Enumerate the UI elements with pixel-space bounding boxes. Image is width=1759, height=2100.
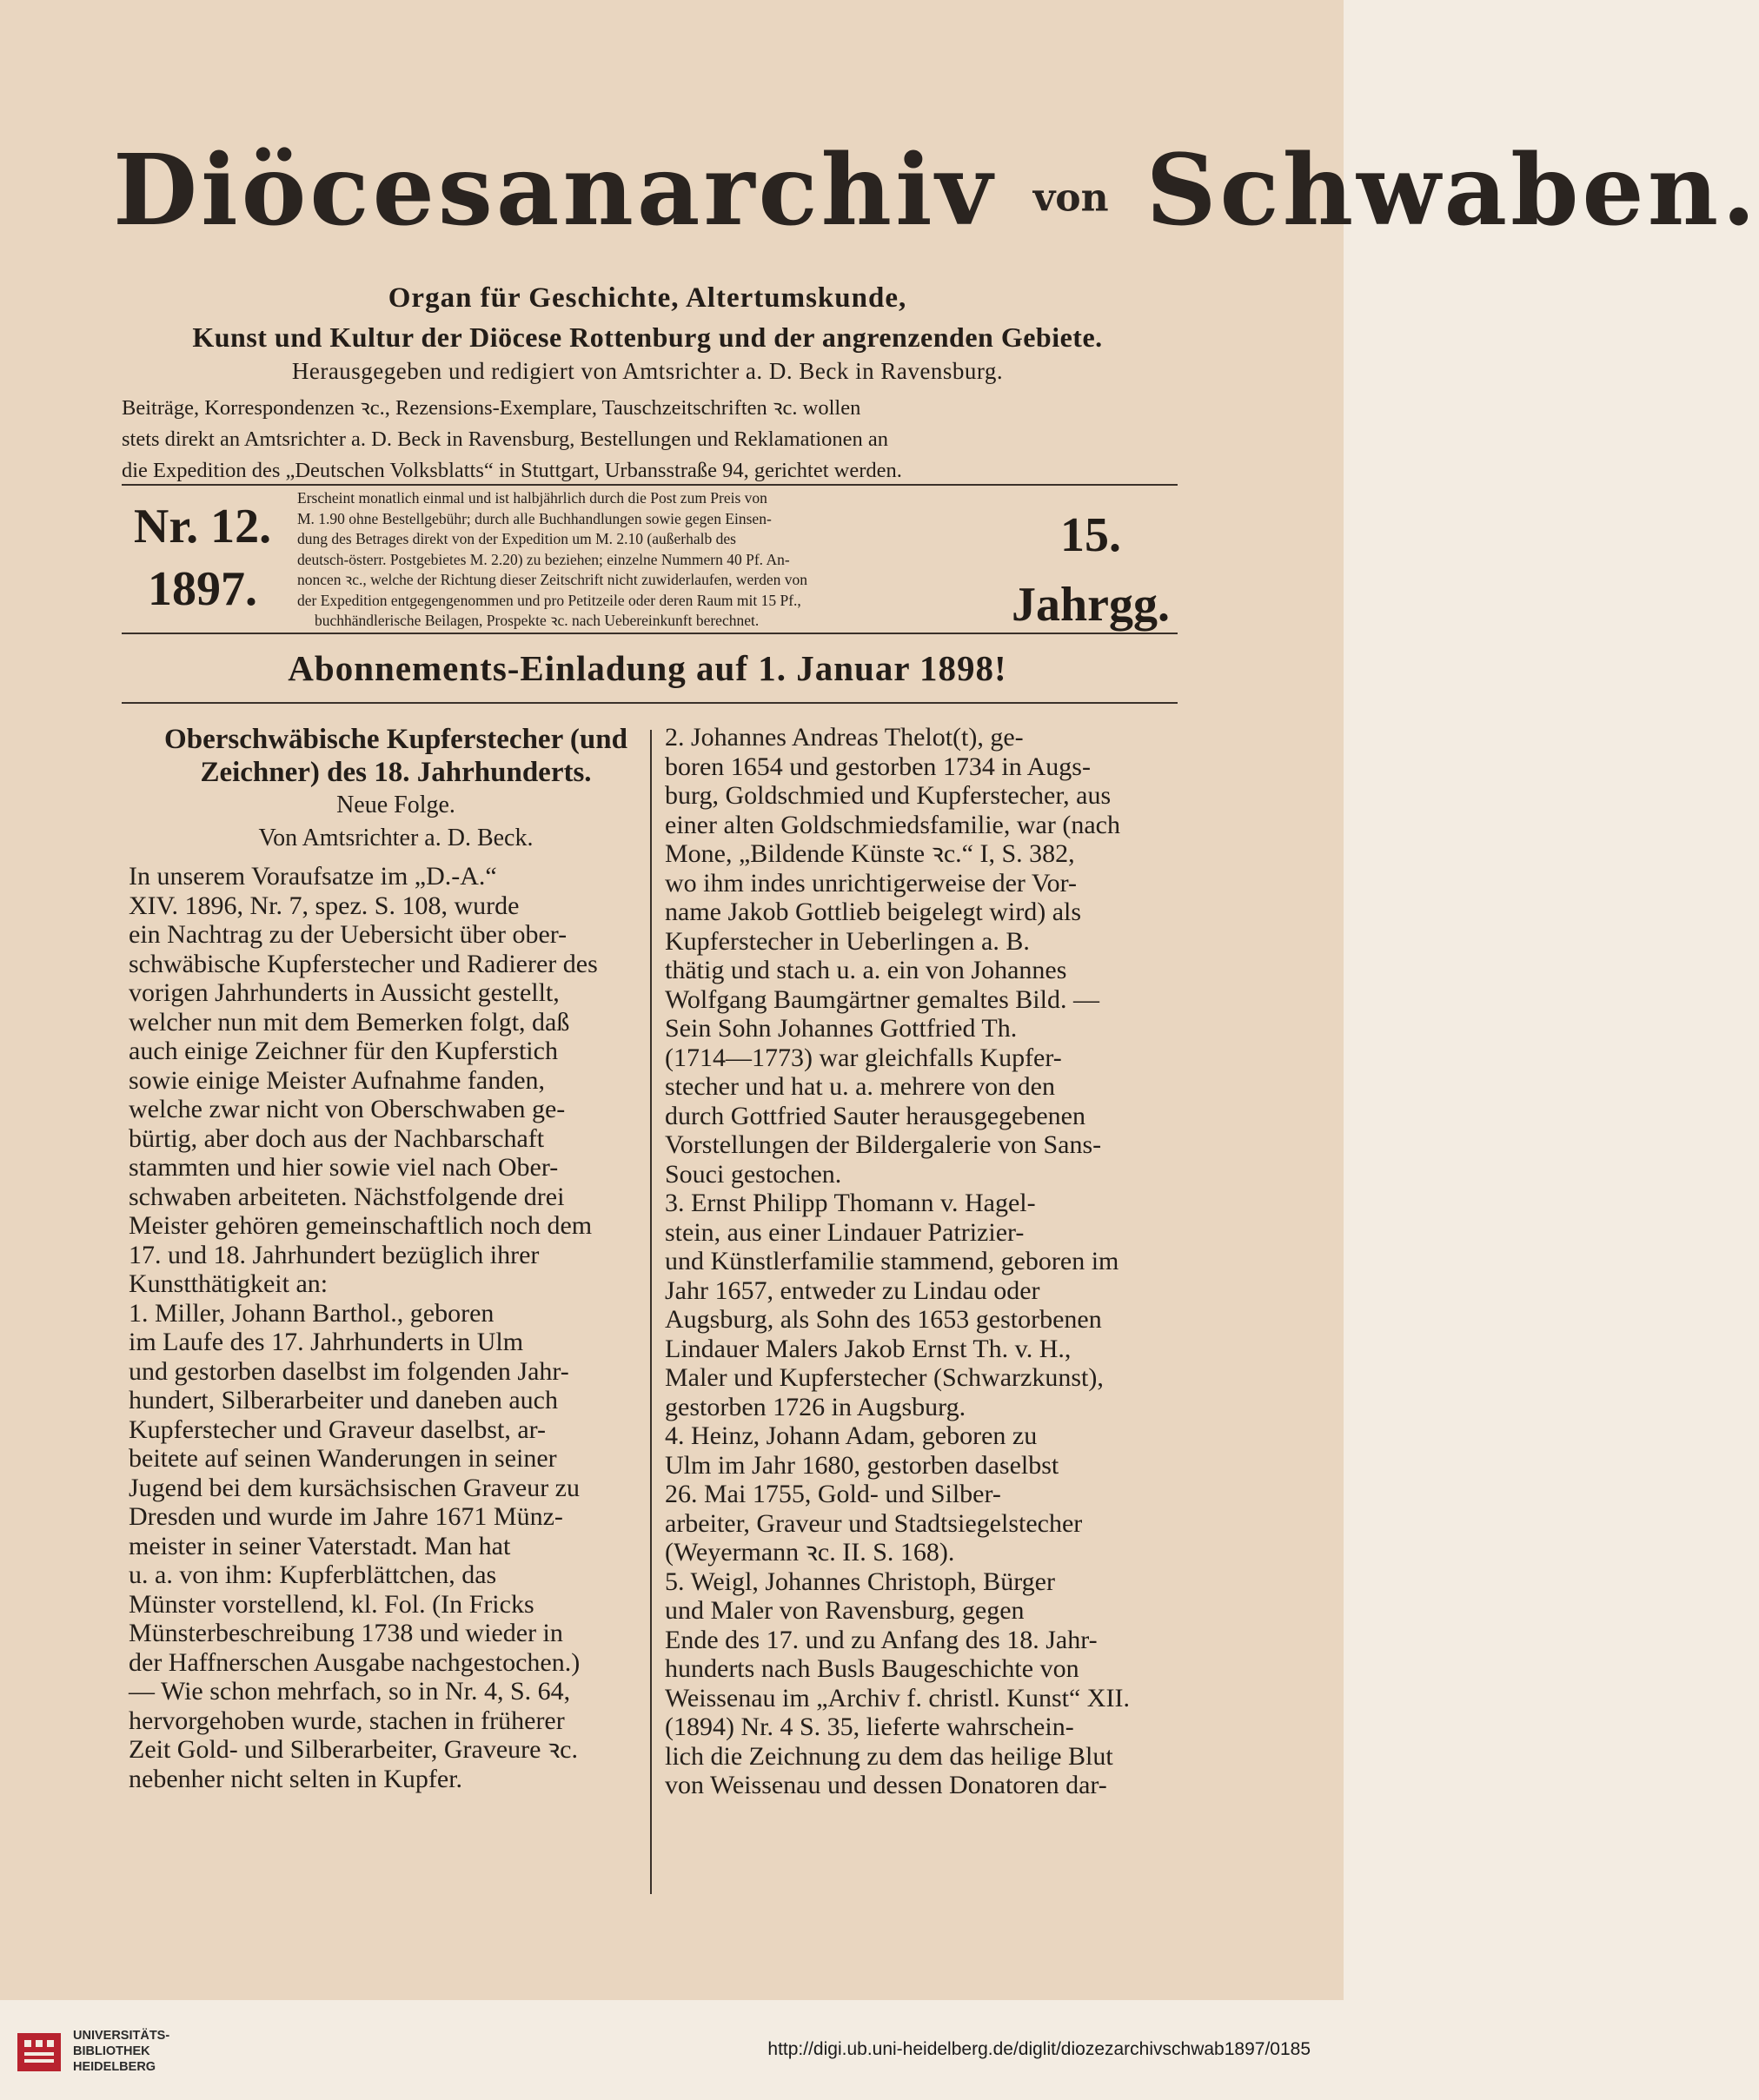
text-line: bürtig, aber doch aus der Nachbarschaft: [129, 1123, 545, 1153]
right-column: [665, 723, 1178, 1800]
text-line: name Jakob Gottlieb beigelegt wird) als: [665, 898, 1082, 926]
text-line: durch Gottfried Sauter herausgegebenen: [665, 1101, 1085, 1130]
text-line: stammten und hier sowie viel nach Ober-: [129, 1153, 559, 1182]
masthead: [113, 130, 1759, 260]
subscription-invitation: Abonnements-Einladung auf 1. Januar 1898!: [288, 648, 1007, 688]
text-line: einer alten Goldschmiedsfamilie, war (nach: [665, 810, 1120, 839]
library-name-line: UNIVERSITÄTS-: [73, 2029, 170, 2043]
issue-number: Nr. 12.: [133, 500, 272, 553]
text-line: schwäbische Kupferstecher und Radierer des: [129, 949, 598, 978]
text-line: stein, aus einer Lindauer Patrizier-: [665, 1217, 1025, 1247]
contributions-line: die Expedition des „Deutschen Volksblatts“ in Stuttgart, Urbansstraße 94, gerichtet werden.: [122, 459, 902, 482]
publication-info-line: M. 1.90 ohne Bestellgebühr; durch alle Buchhandlungen sowie gegen Einsen-: [297, 509, 772, 527]
text-line: In unserem Voraufsatze im „D.-A.“: [129, 862, 497, 891]
text-line: Kupferstecher in Ueberlingen a. B.: [665, 926, 1030, 956]
journal-title-von: von: [1032, 176, 1109, 221]
text-line: Münsterbeschreibung 1738 und wieder in: [129, 1619, 563, 1647]
journal-title-right: Schwaben.: [1145, 134, 1759, 248]
publication-info-line: noncen ꝛc., welche der Richtung dieser Zeitschrift nicht zuwiderlaufen, werden von: [297, 571, 808, 588]
text-line: und Künstlerfamilie stammend, geboren im: [665, 1247, 1119, 1275]
text-line: Lindauer Malers Jakob Ernst Th. v. H.,: [665, 1334, 1072, 1363]
text-line: Vorstellungen der Bildergalerie von Sans-: [665, 1130, 1102, 1159]
text-line: (1894) Nr. 4 S. 35, lieferte wahrschein-: [665, 1712, 1074, 1741]
text-line: hervorgehoben wurde, stachen in früherer: [129, 1706, 565, 1735]
volume-block: [999, 508, 1182, 632]
text-line: Mone, „Bildende Künste ꝛc.“ I, S. 382,: [665, 839, 1075, 868]
text-line: und gestorben daselbst im folgenden Jahr-: [129, 1356, 569, 1386]
invitation-rule: [122, 702, 1178, 704]
text-line: 1. Miller, Johann Barthol., geboren: [129, 1298, 495, 1328]
text-line: nebenher nicht selten in Kupfer.: [129, 1764, 463, 1793]
text-line: von Weissenau und dessen Donatoren dar-: [665, 1771, 1107, 1799]
text-line: Ende des 17. und zu Anfang des 18. Jahr-: [665, 1625, 1098, 1654]
publication-info-line: Erscheint monatlich einmal und ist halbjährlich durch die Post zum Preis von: [297, 489, 767, 507]
journal-title-left: Diöcesanarchiv: [113, 134, 996, 248]
library-name-line: HEIDELBERG: [73, 2060, 156, 2074]
text-line: Meister gehören gemeinschaftlich noch dem: [129, 1211, 593, 1240]
text-line: 3. Ernst Philipp Thomann v. Hagel-: [665, 1189, 1036, 1217]
text-line: Jugend bei dem kursächsischen Graveur zu: [129, 1473, 580, 1502]
text-line: vorigen Jahrhunderts in Aussicht gestellt,: [129, 978, 560, 1007]
contributions-notice: [122, 393, 1173, 487]
text-line: burg, Goldschmied und Kupferstecher, aus: [665, 781, 1112, 810]
text-line: und Maler von Ravensburg, gegen: [665, 1596, 1025, 1625]
text-line: schwaben arbeiteten. Nächstfolgende drei: [129, 1182, 565, 1211]
text-line: hunderts nach Busls Baugeschichte von: [665, 1654, 1079, 1683]
text-line: 17. und 18. Jahrhundert bezüglich ihrer: [129, 1240, 540, 1269]
text-line: — Wie schon mehrfach, so in Nr. 4, S. 64,: [129, 1677, 571, 1706]
publication-info-line: buchhändlerische Beilagen, Prospekte ꝛc. nach Uebereinkunft berechnet.: [315, 612, 760, 629]
text-line: sowie einige Meister Aufnahme fanden,: [129, 1065, 546, 1095]
text-line: lich die Zeichnung zu dem das heilige Blut: [665, 1741, 1113, 1771]
text-line: u. a. von ihm: Kupferblättchen, das: [129, 1560, 497, 1589]
publication-info-line: der Expedition entgegengenommen und pro Petitzeile oder deren Raum mit 15 Pf.,: [297, 591, 801, 609]
editor-line: Herausgegeben und redigiert von Amtsrichter a. D. Beck in Ravensburg.: [291, 358, 1004, 384]
article-subtitle: Neue Folge.: [336, 792, 455, 818]
contributions-line: stets direkt an Amtsrichter a. D. Beck in Ravensburg, Bestellungen und Reklamationen an: [122, 427, 889, 451]
text-line: 5. Weigl, Johannes Christoph, Bürger: [665, 1567, 1055, 1596]
text-line: Ulm im Jahr 1680, gestorben daselbst: [665, 1450, 1059, 1480]
text-line: (1714—1773) war gleichfalls Kupfer-: [665, 1043, 1062, 1072]
text-line: Jahr 1657, entweder zu Lindau oder: [665, 1275, 1040, 1305]
text-line: wo ihm indes unrichtigerweise der Vor-: [665, 868, 1078, 898]
article-title-line: Oberschwäbische Kupferstecher (und: [164, 724, 627, 755]
text-line: auch einige Zeichner für den Kupferstich: [129, 1037, 558, 1065]
source-url[interactable]: http://digi.ub.uni-heidelberg.de/diglit/diozezarchivschwab1897/0185: [767, 2039, 1311, 2059]
text-line: ein Nachtrag zu der Uebersicht über ober-: [129, 920, 568, 949]
library-name-line: BIBLIOTHEK: [73, 2044, 150, 2058]
text-line: Augsburg, als Sohn des 1653 gestorbenen: [665, 1305, 1102, 1334]
publication-info-line: dung des Betrages direkt von der Expedition um M. 2.10 (außerhalb des: [297, 530, 736, 547]
article-author: Von Amtsrichter a. D. Beck.: [258, 825, 534, 851]
journal-subtitle-2: Kunst und Kultur der Diöcese Rottenburg und der angrenzenden Gebiete.: [192, 321, 1103, 353]
text-line: welche zwar nicht von Oberschwaben ge-: [129, 1095, 566, 1123]
text-line: Souci gestochen.: [665, 1159, 842, 1189]
text-line: stecher und hat u. a. mehrere von den: [665, 1072, 1055, 1101]
volume-label: Jahrgg.: [1012, 578, 1170, 632]
header-rule: [122, 484, 1178, 486]
text-line: Zeit Gold- und Silberarbeiter, Graveure ꝛc.: [129, 1735, 578, 1764]
journal-subtitle-1: Organ für Geschichte, Altertumskunde,: [388, 282, 907, 314]
text-line: Wolfgang Baumgärtner gemaltes Bild. —: [665, 984, 1099, 1014]
text-line: meister in seiner Vaterstadt. Man hat: [129, 1531, 511, 1560]
text-line: boren 1654 und gestorben 1734 in Augs-: [665, 752, 1091, 781]
contributions-line: Beiträge, Korrespondenzen ꝛc., Rezensions-Exemplare, Tauschzeitschriften ꝛc. wollen: [122, 396, 861, 420]
text-line: gestorben 1726 in Augsburg.: [665, 1392, 966, 1421]
left-column: [129, 723, 663, 1793]
text-line: XIV. 1896, Nr. 7, spez. S. 108, wurde: [129, 891, 520, 920]
university-library-logo-icon: [14, 2030, 64, 2075]
publication-info-line: deutsch-österr. Postgebietes M. 2.20) zu beziehen; einzelne Nummern 40 Pf. An-: [297, 550, 790, 568]
publication-info: [297, 488, 992, 632]
text-line: Weissenau im „Archiv f. christl. Kunst“ XII.: [665, 1683, 1130, 1712]
library-name: [73, 2028, 169, 2075]
text-line: der Haffnerschen Ausgabe nachgestochen.): [129, 1647, 581, 1677]
text-line: arbeiter, Graveur und Stadtsiegelstecher: [665, 1508, 1083, 1538]
text-line: Maler und Kupferstecher (Schwarzkunst),: [665, 1363, 1104, 1392]
issue-number-block: [120, 500, 285, 616]
text-line: thätig und stach u. a. ein von Johannes: [665, 956, 1067, 984]
article-title-line: Zeichner) des 18. Jahrhunderts.: [200, 757, 592, 788]
text-line: hundert, Silberarbeiter und daneben auch: [129, 1386, 558, 1414]
text-line: (Weyermann ꝛc. II. S. 168).: [665, 1538, 955, 1567]
text-line: Kupferstecher und Graveur daselbst, ar-: [129, 1414, 547, 1444]
text-line: Münster vorstellend, kl. Fol. (In Fricks: [129, 1589, 534, 1619]
text-line: im Laufe des 17. Jahrhunderts in Ulm: [129, 1328, 524, 1356]
text-line: welcher nun mit dem Bemerken folgt, daß: [129, 1007, 570, 1037]
volume-number: 15.: [1060, 508, 1121, 562]
text-line: 2. Johannes Andreas Thelot(t), ge-: [665, 723, 1024, 752]
text-line: 26. Mai 1755, Gold- und Silber-: [665, 1480, 1001, 1508]
text-line: Dresden und wurde im Jahre 1671 Münz-: [129, 1502, 563, 1531]
issue-year: 1897.: [148, 562, 257, 616]
text-line: Kunstthätigkeit an:: [129, 1269, 329, 1298]
text-line: Sein Sohn Johannes Gottfried Th.: [665, 1014, 1018, 1043]
header-rule-bottom: [122, 633, 1178, 634]
text-line: 4. Heinz, Johann Adam, geboren zu: [665, 1421, 1038, 1450]
text-line: beitete auf seinen Wanderungen in seiner: [129, 1444, 557, 1473]
journal-title: [113, 130, 1759, 260]
